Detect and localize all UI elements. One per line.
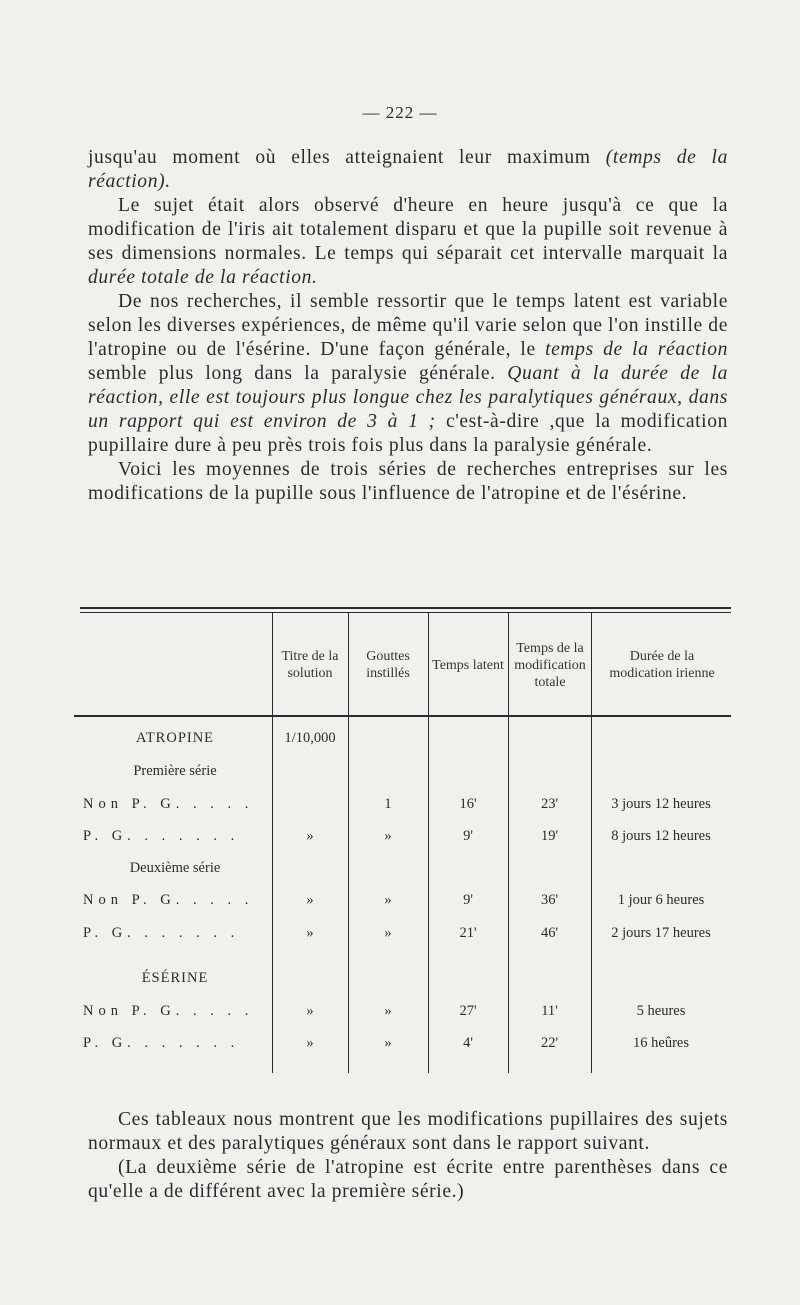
- section-row-atropine: [80, 725, 731, 751]
- table-row: [80, 791, 731, 817]
- page-number: — 222 —: [362, 103, 438, 122]
- section-row-eserine: [80, 965, 731, 991]
- cell-temps-latent: 21': [459, 925, 477, 941]
- subheading-row: [80, 855, 731, 881]
- paragraph-5: Ces tableaux nous montrent que les modifications pupillaires des sujets normaux et des paralytiques généraux sont dans le rapport suivant.: [88, 1109, 728, 1154]
- cell-temps-modification: 36': [540, 892, 559, 908]
- header-duree: Durée de la modication irienne: [609, 649, 715, 681]
- table-row: [80, 998, 731, 1024]
- row-label: P. G. . . . . . .: [83, 828, 240, 844]
- cell-gouttes: »: [384, 925, 392, 941]
- cell-temps-latent: 9': [463, 892, 473, 908]
- row-label: P. G. . . . . . .: [83, 925, 240, 941]
- cell-temps-modification: 19': [540, 828, 559, 844]
- cell-gouttes: »: [384, 828, 392, 844]
- cell-duree: 2 jours 17 heures: [611, 925, 711, 941]
- cell-duree: 16 heûres: [633, 1035, 689, 1051]
- table-row: [80, 1030, 731, 1056]
- cell-temps-latent: 27': [459, 1003, 477, 1019]
- cell-titre: »: [306, 1035, 314, 1051]
- table-row: [80, 887, 731, 913]
- cell-temps-latent: 4': [463, 1035, 473, 1051]
- cell-temps-modification: 46': [540, 925, 559, 941]
- body-text-bottom: [88, 1108, 728, 1204]
- table-row: [80, 823, 731, 849]
- header-temps-modification: Temps de la modification totale: [514, 640, 586, 690]
- series-label: Première série: [133, 763, 217, 779]
- cell-titre: »: [306, 925, 314, 941]
- cell-temps-modification: 22': [540, 1035, 559, 1051]
- paragraph-1: jusqu'au moment où elles atteignaient leur maximum (temps de la réaction).: [88, 147, 728, 192]
- row-label: P. G. . . . . . .: [83, 1035, 240, 1051]
- paragraph-6: (La deuxième série de l'atropine est écrite entre parenthèses dans ce qu'elle a de différent avec la première série.): [88, 1157, 728, 1202]
- cell-gouttes: »: [384, 1035, 392, 1051]
- section-label: ÉSÉRINE: [141, 970, 209, 986]
- table-rule: [80, 607, 731, 609]
- table-row: [80, 920, 731, 946]
- cell-temps-latent: 9': [463, 828, 473, 844]
- cell-titre: »: [306, 892, 314, 908]
- header-titre: Titre de la solution: [281, 649, 339, 681]
- cell-gouttes: »: [384, 892, 392, 908]
- paragraph-2: Le sujet était alors observé d'heure en heure jusqu'à ce que la modification de l'iris ait totalement disparu et que la pupille soit revenue à ses dimensions normales. Le temps qui séparait cet intervalle marquait la durée totale de la réaction.: [88, 195, 728, 288]
- cell-duree: 5 heures: [636, 1003, 686, 1019]
- cell-temps-modification: 23': [540, 796, 559, 812]
- results-table: [80, 607, 731, 1073]
- cell-gouttes: 1: [384, 796, 392, 812]
- series-label: Deuxième série: [129, 860, 221, 876]
- subheading-row: [80, 758, 731, 784]
- paragraph-4: Voici les moyennes de trois séries de recherches entreprises sur les modifications de la pupille sous l'influence de l'atropine et de l'ésérine.: [88, 459, 728, 504]
- row-label: Non P. G. . . . .: [83, 892, 254, 908]
- header-gouttes: Gouttes instillés: [366, 649, 410, 681]
- cell-gouttes: »: [384, 1003, 392, 1019]
- header-temps-latent: Temps latent: [432, 657, 504, 673]
- row-label: Non P. G. . . . .: [83, 796, 254, 812]
- body-text-top: [88, 146, 728, 506]
- table-rule: [80, 612, 731, 613]
- cell-duree: 1 jour 6 heures: [617, 892, 705, 908]
- row-label: Non P. G. . . . .: [83, 1003, 254, 1019]
- cell-duree: 3 jours 12 heures: [611, 796, 711, 812]
- cell-titre: »: [306, 1003, 314, 1019]
- section-label: ATROPINE: [135, 730, 215, 746]
- paragraph-3: De nos recherches, il semble ressortir que le temps latent est variable selon les diverses expériences, de même qu'il varie selon que l'on instille de l'atropine ou de l'ésérine. D'une façon générale, le temps de la réaction semble plus long dans la paralysie générale. Quant à la durée de la réaction, elle est toujours plus longue chez les paralytiques généraux, dans un rapport qui est environ de 3 à 1 ; c'est-à-dire ,que la modification pupillaire dure à peu près trois fois plus dans la paralysie générale.: [88, 291, 729, 456]
- table-rule: [74, 715, 731, 717]
- cell-titre: 1/10,000: [284, 730, 336, 746]
- cell-temps-modification: 11': [541, 1003, 558, 1019]
- cell-duree: 8 jours 12 heures: [611, 828, 711, 844]
- cell-titre: »: [306, 828, 314, 844]
- cell-temps-latent: 16': [459, 796, 477, 812]
